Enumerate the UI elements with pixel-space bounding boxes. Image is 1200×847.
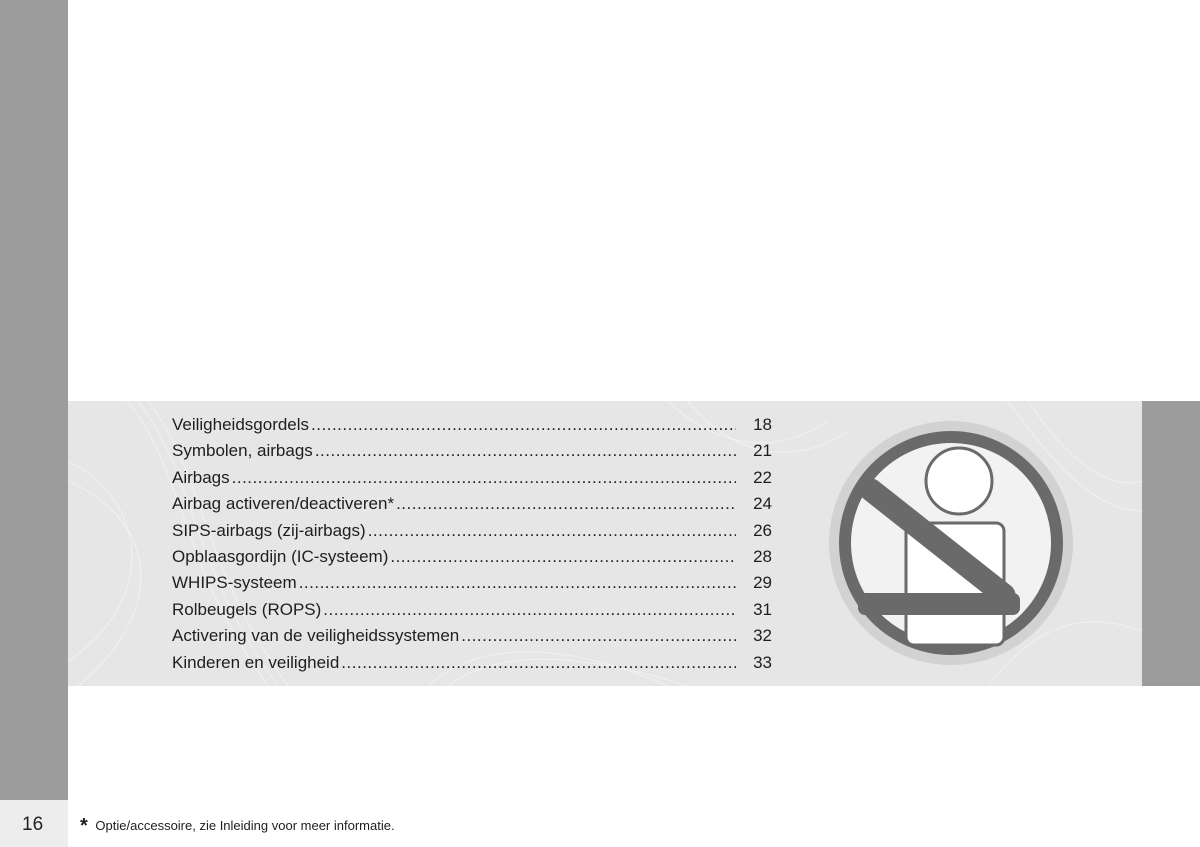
- chapter-tab: [1142, 401, 1200, 686]
- toc-leader-dots: [368, 521, 736, 541]
- seatbelt-icon: [826, 412, 1076, 674]
- toc-entry-page: 21: [753, 441, 772, 461]
- toc-leader-dots: [232, 468, 736, 488]
- toc-entry-page: 26: [753, 520, 772, 540]
- left-margin-bar: [0, 0, 68, 847]
- toc-entry-title: Kinderen en veiligheid: [172, 652, 340, 672]
- page-number: 16: [22, 814, 44, 835]
- toc-leader-dots: [390, 547, 736, 567]
- toc-leader-dots: [323, 600, 736, 620]
- toc-entry-page: 24: [753, 494, 772, 514]
- toc-entry-title: Airbags: [172, 467, 230, 487]
- table-of-contents: [172, 415, 772, 679]
- toc-entry: [172, 468, 772, 494]
- toc-entry: [172, 626, 772, 652]
- toc-entry-title: Rolbeugels (ROPS): [172, 599, 322, 619]
- toc-leader-dots: [315, 441, 736, 461]
- footnote-marker: *: [80, 815, 88, 837]
- toc-leader-dots: [461, 626, 736, 646]
- toc-entry-title: Airbag activeren/deactiveren*: [172, 494, 395, 514]
- toc-entry-title: Opblaasgordijn (IC-systeem): [172, 546, 389, 566]
- toc-entry: [172, 600, 772, 626]
- toc-entry: [172, 415, 772, 441]
- toc-entry: [172, 441, 772, 467]
- toc-entry-title: WHIPS-systeem: [172, 573, 297, 593]
- footnote-text: Optie/accessoire, zie Inleiding voor meer informatie.: [95, 818, 395, 833]
- toc-leader-dots: [299, 573, 736, 593]
- toc-leader-dots: [341, 653, 736, 673]
- toc-entry-page: 22: [753, 467, 772, 487]
- toc-entry: [172, 653, 772, 679]
- toc-entry: [172, 547, 772, 573]
- toc-entry: [172, 573, 772, 599]
- toc-entry: [172, 521, 772, 547]
- toc-entry-title: SIPS-airbags (zij-airbags): [172, 520, 366, 540]
- toc-entry-page: 33: [753, 652, 772, 672]
- toc-entry-title: Symbolen, airbags: [172, 441, 313, 461]
- toc-entry-page: 32: [753, 626, 772, 646]
- toc-entry-page: 29: [753, 573, 772, 593]
- toc-entry-page: 31: [753, 599, 772, 619]
- toc-entry: [172, 494, 772, 520]
- toc-leader-dots: [396, 494, 736, 514]
- footnote: [80, 813, 395, 836]
- toc-leader-dots: [311, 415, 736, 435]
- toc-entry-title: Activering van de veiligheidssystemen: [172, 626, 460, 646]
- toc-entry-page: 28: [753, 546, 772, 566]
- toc-entry-page: 18: [753, 415, 772, 434]
- toc-entry-title: Veiligheidsgordels: [172, 415, 310, 434]
